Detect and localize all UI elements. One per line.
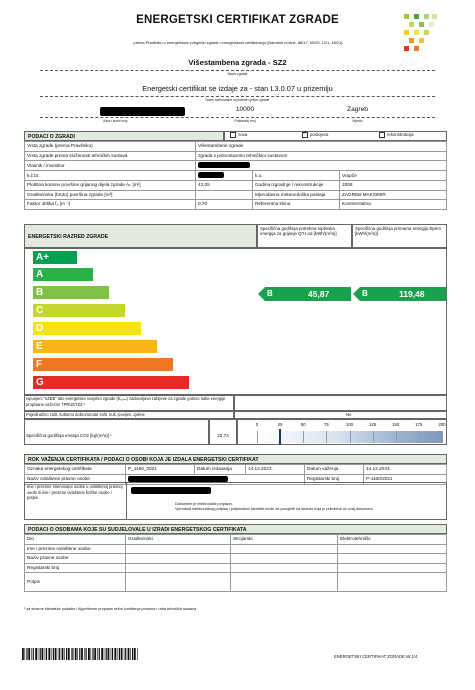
label-cadastral-plot: k.č.br. [25, 171, 196, 181]
value-cadastral-municipality: Vrapče [340, 171, 447, 181]
co2-tick-label: 175 [415, 422, 423, 427]
heritage-label: Pojedinačno zašt. kulturno dobro/unutar zašt. kult.-povijes. cjeline [26, 412, 145, 417]
checkbox-new[interactable]: nova [230, 132, 247, 138]
row-signature: Potpis [25, 573, 126, 592]
co2-tick-label: 150 [392, 422, 400, 427]
caption-postal: Poštanski broj [234, 119, 256, 123]
label-owner: Vlasnik / investitor [25, 161, 196, 171]
page-footer: ENERGETSKI CERTIFIKAT ZGRADE str.1/4 [334, 654, 418, 659]
label-reference-climate: Referentna klima [253, 200, 340, 210]
co2-label: Specifična godišnja emisija CO2 [kg/(m²a)] ¹ [26, 433, 112, 438]
value-type-complexity: zgrada s jednostavnim tehničkim sustavom [196, 151, 447, 161]
page-title: ENERGETSKI CERTIFIKAT ZGRADE [136, 14, 339, 26]
class-bar-a: A [33, 268, 93, 281]
label-registry-number: Registarski broj [305, 474, 364, 484]
certificate-scope: Energetski certifikat se izdaje za - stan L3.0.07 u prizemlju [142, 84, 333, 93]
footnote: ¹ za stvarne klimatske podatke i Algoritmom propisan režim korištenja prostora i rada tehničkih sustava [24, 607, 197, 611]
row-legal-entity: Naziv pravne osobe [25, 554, 126, 564]
row-registry-number: Registarski broj [25, 563, 126, 573]
co2-tick-line [303, 431, 304, 443]
needed-heat-caption: Specifična godišnja potrebna toplinska energija za grijanje Q''H,nd [kWh/(m²a)] [260, 226, 337, 237]
barcode [22, 648, 140, 664]
checkbox-existing[interactable]: ✓ postojeća [302, 132, 328, 138]
postal-code: 10000 [235, 106, 255, 113]
label-construction-year: Godina izgradnje / rekonstrukcije [253, 181, 340, 191]
label-shape-factor: Faktor oblika f₀ [m⁻¹] [25, 200, 196, 210]
primary-energy-class: B [362, 289, 368, 298]
value-heated-area: 42,05 [196, 181, 253, 191]
co2-tick-line [419, 431, 420, 443]
co2-tick-line [373, 431, 374, 443]
class-bar-b: B [33, 286, 109, 299]
needed-heat-value: 45,87 [308, 289, 330, 299]
label-weather-station: Mjerodavna meteorološka postaja [253, 190, 340, 200]
co2-tick-label: 75 [323, 422, 329, 427]
co2-tick-label: 100 [345, 422, 354, 427]
value-weather-station: ZAGREB MAKSIMIR [340, 190, 447, 200]
section-issuer: ROK VAŽENJA CERTIFIKATA / PODACI O OSOBI KOJA JE IZDALA ENERGETSKI CERTIFIKAT [24, 454, 447, 464]
label-issue-date: Datum izdavanja [195, 465, 246, 475]
caption-scope: Naziv samostalne uporabne cjeline zgrade [205, 98, 270, 102]
checkbox-reconstruction[interactable]: rekonstrukcija [379, 132, 414, 138]
building-data-table [24, 141, 447, 210]
participants-table [24, 534, 447, 592]
redacted-authorized-person [128, 476, 228, 482]
primary-energy-caption: Specifična godišnja primarna energija Eprim [kWh/(m²a)] [355, 226, 441, 237]
legal-basis: prema Pravilniku o energetskom pregledu zgrade i energetskom certificiranju (Narodne novine, 88/17, 90/20, 1/21, 45/21) [133, 40, 343, 45]
co2-tick-label: 125 [369, 422, 377, 427]
caption-building-name: Naziv zgrade [227, 72, 248, 76]
label-type-complexity: Vrsta zgrade prema složenosti tehničkih sustava [25, 151, 196, 161]
co2-tick-line [396, 431, 397, 443]
co2-tick-line [257, 431, 258, 443]
header-role: Dio [25, 535, 126, 545]
value-registry-number: P-1160/2021 [364, 474, 447, 484]
caption-place: Mjesto [352, 119, 363, 123]
needed-heat-class: B [267, 289, 273, 298]
label-cadastral-municipality: k.o. [253, 171, 340, 181]
value-shape-factor: 0,70 [196, 200, 253, 210]
value-type-rules: Višestambene zgrade [196, 142, 447, 152]
label-gross-volume: Građevinska (bruto) površina zgrade [m²] [25, 190, 196, 200]
primary-energy-indicator [353, 287, 446, 301]
employee-label: Ime i prezime imenovane osobe u ovlaštenoj pravnoj osobi ili ime i prezime ovlaštene fizičke osobe / potpis [27, 484, 123, 501]
co2-value: 23,74 [217, 433, 229, 438]
class-bar-d: D [33, 322, 141, 335]
value-reference-climate: Kontinentalna [340, 200, 447, 210]
electronic-sign-note: Dokument je elektronički potpisan. [175, 502, 233, 506]
header-mechanical: Strojarski [231, 535, 338, 545]
building-name: Višestambena zgrada - SZ2 [188, 58, 287, 67]
label-valid-date: Datum važenja [305, 465, 364, 475]
class-bar-e: E [33, 340, 157, 353]
value-valid-date: 14.12.2033. [364, 465, 447, 475]
label-type-rules: Vrsta zgrade (prema Pravilniku) [25, 142, 196, 152]
class-bar-c: C [33, 304, 125, 317]
redacted-street [100, 107, 185, 116]
value-cert-number: P_1160_2021 [126, 465, 195, 475]
label-authorized-person: Naziv ovlaštene pravne osobe [25, 474, 126, 484]
needed-heat-indicator [258, 287, 351, 301]
co2-marker [279, 429, 281, 445]
co2-tick-line [350, 431, 351, 443]
co2-tick-line [442, 431, 443, 443]
row-person-name: Ime i prezime ovlaštene osobe [25, 544, 126, 554]
class-bar-a-plus: A+ [33, 251, 77, 264]
electronic-verify-note: Vjerodost elektroničkog potpisa i potpisnikov identitet može se provjeriti na stranici koja je priložena uz ovaj dokument. [175, 507, 374, 511]
header-civil: Građevinski [126, 535, 231, 545]
section-energy-class: ENERGETSKI RAZRED ZGRADE [24, 224, 257, 248]
co2-tick-label: 25 [277, 422, 283, 427]
section-building-data: PODACI O ZGRADI [24, 131, 224, 141]
value-construction-year: 2008 [340, 181, 447, 191]
value-issue-date: 14.12.2023. [246, 465, 305, 475]
label-heated-area: Ploština korisne površine grijanog dijela zgrade Aₖ [m²] [25, 181, 196, 191]
section-participants: PODACI O OSOBAMA KOJE SU SUDJELOVALE U IZRADI ENERGETSKOG CERTIFIKATA [24, 524, 447, 534]
nzeb-note: Ispunjeni "nZEB" ako energetsko svojstvo zgrade (Eₚᵣᵢₘ) zadovoljava zahtjeve za zgrade gotovo nulte energije propisane važećim TPRUETZZ ¹ [26, 396, 226, 407]
place: Zagreb [347, 106, 368, 113]
header-electrical: Elektrotehnički [338, 535, 447, 545]
redacted-employee [131, 487, 211, 494]
redacted-plot [198, 172, 224, 178]
class-bar-g: G [33, 376, 189, 389]
label-cert-number: Oznaka energetskog certifikata [25, 465, 126, 475]
redacted-owner [198, 162, 250, 168]
primary-energy-value: 119,48 [399, 289, 425, 299]
energy-mosaic-logo [404, 14, 440, 54]
co2-tick-label: 0 [255, 422, 259, 427]
heritage-value: Ne [346, 412, 352, 417]
co2-tick-label: 200 [438, 422, 446, 427]
co2-tick-label: 50 [300, 422, 306, 427]
class-bar-f: F [33, 358, 173, 371]
caption-street: Ulica i kućni broj [102, 119, 128, 123]
co2-tick-line [326, 431, 327, 443]
